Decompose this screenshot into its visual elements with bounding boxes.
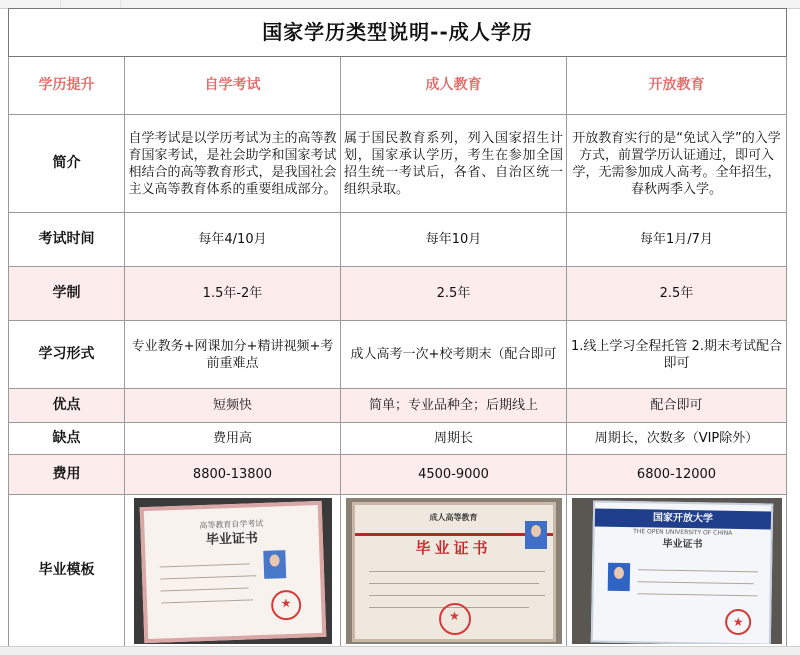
table-row-study-form (9, 321, 787, 389)
cell-pros-adult-education: 简单；专业品种全；后期线上 (341, 389, 567, 423)
row-label-template: 毕业模板 (9, 495, 125, 647)
text-line (161, 599, 253, 603)
header-cell-adult-education: 成人教育 (341, 57, 567, 115)
table-row-cons (9, 423, 787, 455)
certificate-title: 毕业证书 (661, 538, 703, 550)
table-row-template (9, 495, 787, 647)
cell-pros-open-education: 配合即可 (567, 389, 787, 423)
row-label-exam-time: 考试时间 (9, 213, 125, 267)
self-exam-certificate-image (134, 498, 332, 644)
cell-duration-self-exam: 1.5年-2年 (125, 267, 341, 321)
text-line (369, 571, 545, 572)
table-title: 国家学历类型说明--成人学历 (9, 9, 787, 57)
university-english-name: THE OPEN UNIVERSITY OF CHINA (632, 527, 732, 537)
cell-template-open-education (567, 495, 787, 647)
cell-cost-open-education: 6800-12000 (567, 455, 787, 495)
blue-band (594, 508, 770, 529)
text-line (638, 569, 758, 572)
adult-education-certificate-image (346, 498, 562, 644)
header-cell-category: 学历提升 (9, 57, 125, 115)
header-cell-open-education: 开放教育 (567, 57, 787, 115)
header-cell-self-exam: 自学考试 (125, 57, 341, 115)
text-line (160, 587, 248, 591)
cell-cost-adult-education: 4500-9000 (341, 455, 567, 495)
row-label-study-form: 学习形式 (9, 321, 125, 389)
table-row-cost (9, 455, 787, 495)
cell-duration-adult-education: 2.5年 (341, 267, 567, 321)
cell-cons-adult-education: 周期长 (341, 423, 567, 455)
text-line (369, 583, 539, 584)
cell-intro-self-exam: 自学考试是以学历考试为主的高等教育国家考试，是社会助学和国家考试相结合的高等教育形式，是我国社会主义高等教育体系的重要组成部分。 (125, 115, 341, 213)
row-label-duration: 学制 (9, 267, 125, 321)
cell-cost-self-exam: 8800-13800 (125, 455, 341, 495)
cell-exam-time-adult-education: 每年10月 (341, 213, 567, 267)
row-label-cost: 费用 (9, 455, 125, 495)
row-label-pros: 优点 (9, 389, 125, 423)
red-seal-icon (439, 603, 471, 635)
cell-study-form-open-education: 1.线上学习全程托管 2.期末考试配合即可 (567, 321, 787, 389)
certificate-header: 成人高等教育 (429, 512, 478, 522)
text-line (637, 593, 757, 596)
cell-exam-time-open-education: 每年1月/7月 (567, 213, 787, 267)
cell-intro-open-education: 开放教育实行的是“免试入学”的入学方式，前置学历认证通过，即可入学，无需参加成人高考。全年招生，春秋两季入学。 (567, 115, 787, 213)
header-row (9, 57, 787, 115)
cell-template-adult-education (341, 495, 567, 647)
cell-duration-open-education: 2.5年 (567, 267, 787, 321)
row-label-cons: 缺点 (9, 423, 125, 455)
certificate-header: 高等教育自学考试 (198, 518, 263, 530)
student-photo-icon (263, 550, 286, 579)
red-seal-icon (270, 589, 301, 620)
text-line (369, 595, 545, 596)
certificate-paper (352, 502, 556, 642)
text-line (160, 575, 256, 579)
open-education-certificate-image (572, 498, 782, 644)
certificate-paper (590, 500, 772, 644)
university-name: 国家开放大学 (652, 511, 713, 525)
cell-study-form-adult-education: 成人高考一次+校考期末（配合即可 (341, 321, 567, 389)
cell-cons-open-education: 周期长，次数多（VIP除外） (567, 423, 787, 455)
certificate-paper (139, 500, 326, 642)
row-label-intro: 简介 (9, 115, 125, 213)
student-photo-icon (525, 521, 547, 549)
table-row-intro (9, 115, 787, 213)
red-seal-icon (724, 608, 750, 634)
red-band (355, 533, 553, 536)
text-line (159, 563, 249, 567)
certificate-title: 毕业证书 (415, 538, 492, 557)
cell-template-self-exam (125, 495, 341, 647)
table-row-duration (9, 267, 787, 321)
cell-intro-adult-education: 属于国民教育系列，列入国家招生计划，国家承认学历，考生在参加全国招生统一考试后，各省、自治区统一组织录取。 (341, 115, 567, 213)
cell-exam-time-self-exam: 每年4/10月 (125, 213, 341, 267)
student-photo-icon (607, 562, 629, 590)
title-row (9, 9, 787, 57)
cell-cons-self-exam: 费用高 (125, 423, 341, 455)
table-row-pros (9, 389, 787, 423)
table-row-exam-time (9, 213, 787, 267)
education-comparison-table (8, 8, 787, 647)
certificate-title: 毕业证书 (205, 530, 258, 548)
cell-pros-self-exam: 短频快 (125, 389, 341, 423)
cell-study-form-self-exam: 专业教务+网课加分+精讲视频+考前重难点 (125, 321, 341, 389)
text-line (637, 581, 753, 584)
